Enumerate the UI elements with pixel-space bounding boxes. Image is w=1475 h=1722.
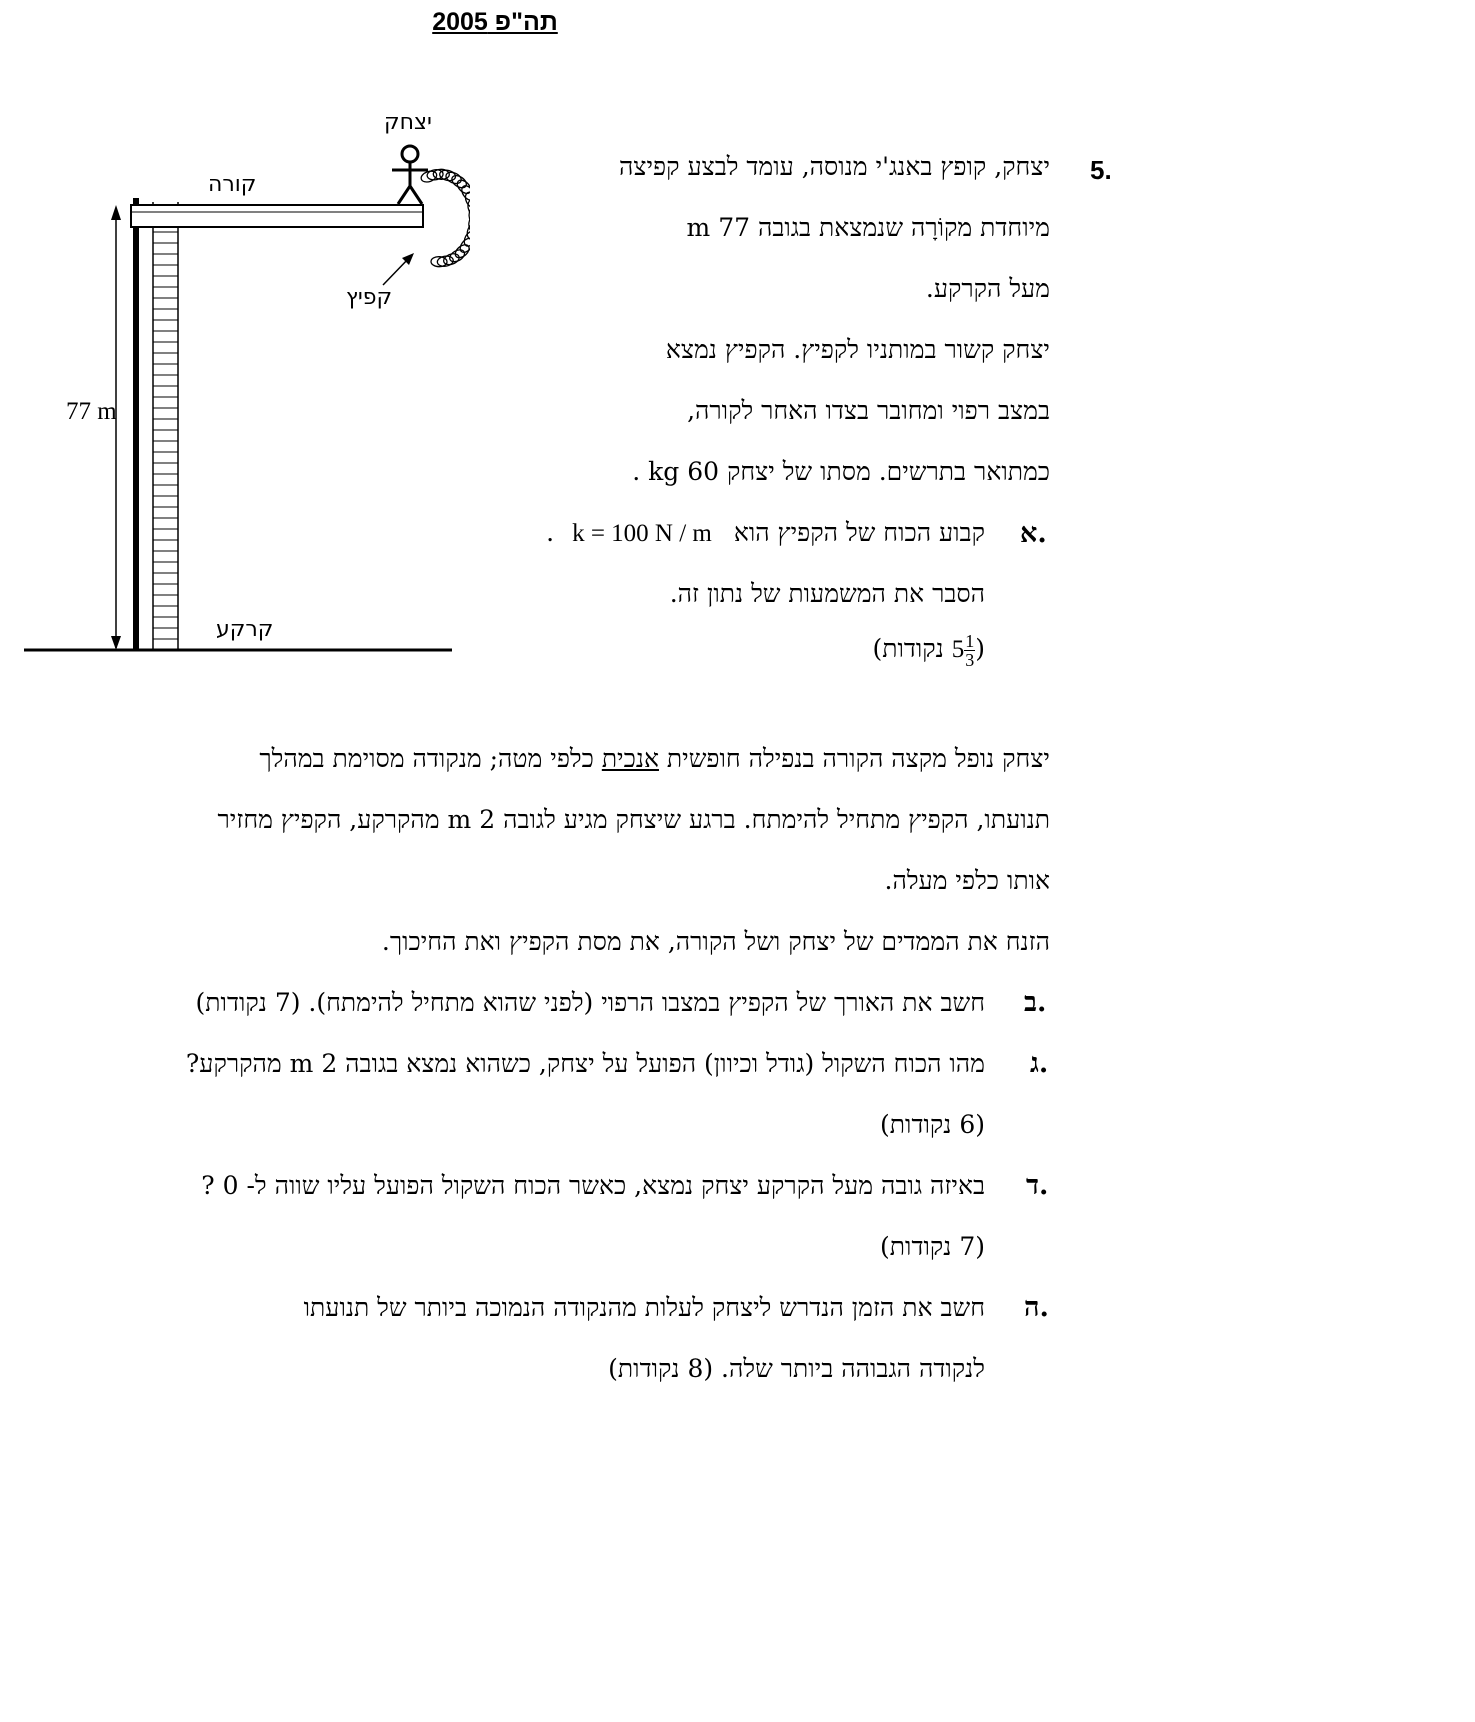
part-e-line-1: חשב את הזמן הנדרש ליצחק לעלות מהנקודה הנמוכה ביותר של תנועתו — [303, 1293, 985, 1322]
page-title: תה"פ 2005 — [432, 8, 558, 36]
part-a-label: א. — [1020, 518, 1047, 549]
intro-line-4: יצחק קשור במותניו לקפיץ. הקפיץ נמצא — [665, 335, 1050, 364]
part-a-line-2: הסבר את המשמעות של נתון זה. — [669, 579, 985, 608]
intro-line-5: במצב רפוי ומחובר בצדו האחר לקורה, — [687, 396, 1050, 425]
spring-constant: k = 100 N / m — [572, 520, 712, 547]
ground-label: קרקע — [216, 617, 274, 642]
pole — [133, 198, 139, 650]
part-e-line-2: לנקודה הגבוהה ביותר שלה. (8 נקודות) — [608, 1354, 985, 1383]
part-a-points: ( $\frac{1}{3}$ 5 נקודות) — [872, 631, 985, 670]
spring-label: קפיץ — [346, 285, 393, 310]
beam-label: קורה — [208, 172, 257, 197]
body-line-4: הזנח את הממדים של יצחק ושל הקורה, את מסת הקפיץ ואת החיכוך. — [381, 927, 1050, 956]
part-a-text: קבוע הכוח של הקפיץ הוא — [733, 518, 985, 547]
part-c-points: (6 נקודות) — [880, 1110, 985, 1139]
part-c-text: מהו הכוח השקול (גודל וכיוון) הפועל על יצחק, כשהוא נמצא בגובה 2 m מהקרקע? — [185, 1049, 985, 1078]
body-line-3: אותו כלפי מעלה. — [884, 866, 1050, 895]
part-d-label: ד. — [1026, 1170, 1049, 1201]
part-d-points: (7 נקודות) — [880, 1232, 985, 1261]
question-number: 5. — [1090, 155, 1112, 185]
part-a-period: . — [546, 518, 555, 547]
intro-line-2: מיוחדת מקוֹרָה שנמצאת בגובה 77 m — [686, 213, 1050, 242]
part-e-label: ה. — [1024, 1292, 1049, 1323]
figure-drawing — [0, 0, 470, 680]
body-line-1: יצחק נופל מקצה הקורה בנפילה חופשית אנכית כלפי מטה; מנקודה מסוימת במהלך — [259, 744, 1050, 773]
ladder-rungs — [153, 232, 178, 639]
part-d-text: באיזה גובה מעל הקרקע יצחק נמצא, כאשר הכוח השקול הפועל עליו שווה ל- 0 ? — [201, 1171, 985, 1200]
part-b-label: ב. — [1024, 987, 1047, 1018]
spring-coils — [420, 169, 470, 268]
body-line-2: תנועתו, הקפיץ מתחיל להימתח. ברגע שיצחק מגיע לגובה 2 m מהקרקע, הקפיץ מחזיר — [217, 805, 1050, 834]
beam — [131, 205, 423, 227]
emphasized-word: אנכית — [601, 744, 659, 773]
part-c-label: ג. — [1030, 1048, 1049, 1079]
intro-line-6: כמתואר בתרשים. מסתו של יצחק 60 kg . — [632, 457, 1050, 486]
intro-line-3: מעל הקרקע. — [925, 274, 1050, 303]
part-a-line-1 — [546, 518, 985, 548]
height-label: 77 m — [66, 398, 117, 425]
part-b-text: חשב את האורך של הקפיץ במצבו הרפוי (לפני שהוא מתחיל להימתח). (7 נקודות) — [195, 988, 985, 1017]
intro-line-1: יצחק, קופץ באנג'י מנוסה, עומד לבצע קפיצה — [619, 152, 1050, 181]
person-label: יצחק — [384, 110, 432, 135]
points-fraction: $\frac{1}{3}$ — [965, 631, 975, 670]
